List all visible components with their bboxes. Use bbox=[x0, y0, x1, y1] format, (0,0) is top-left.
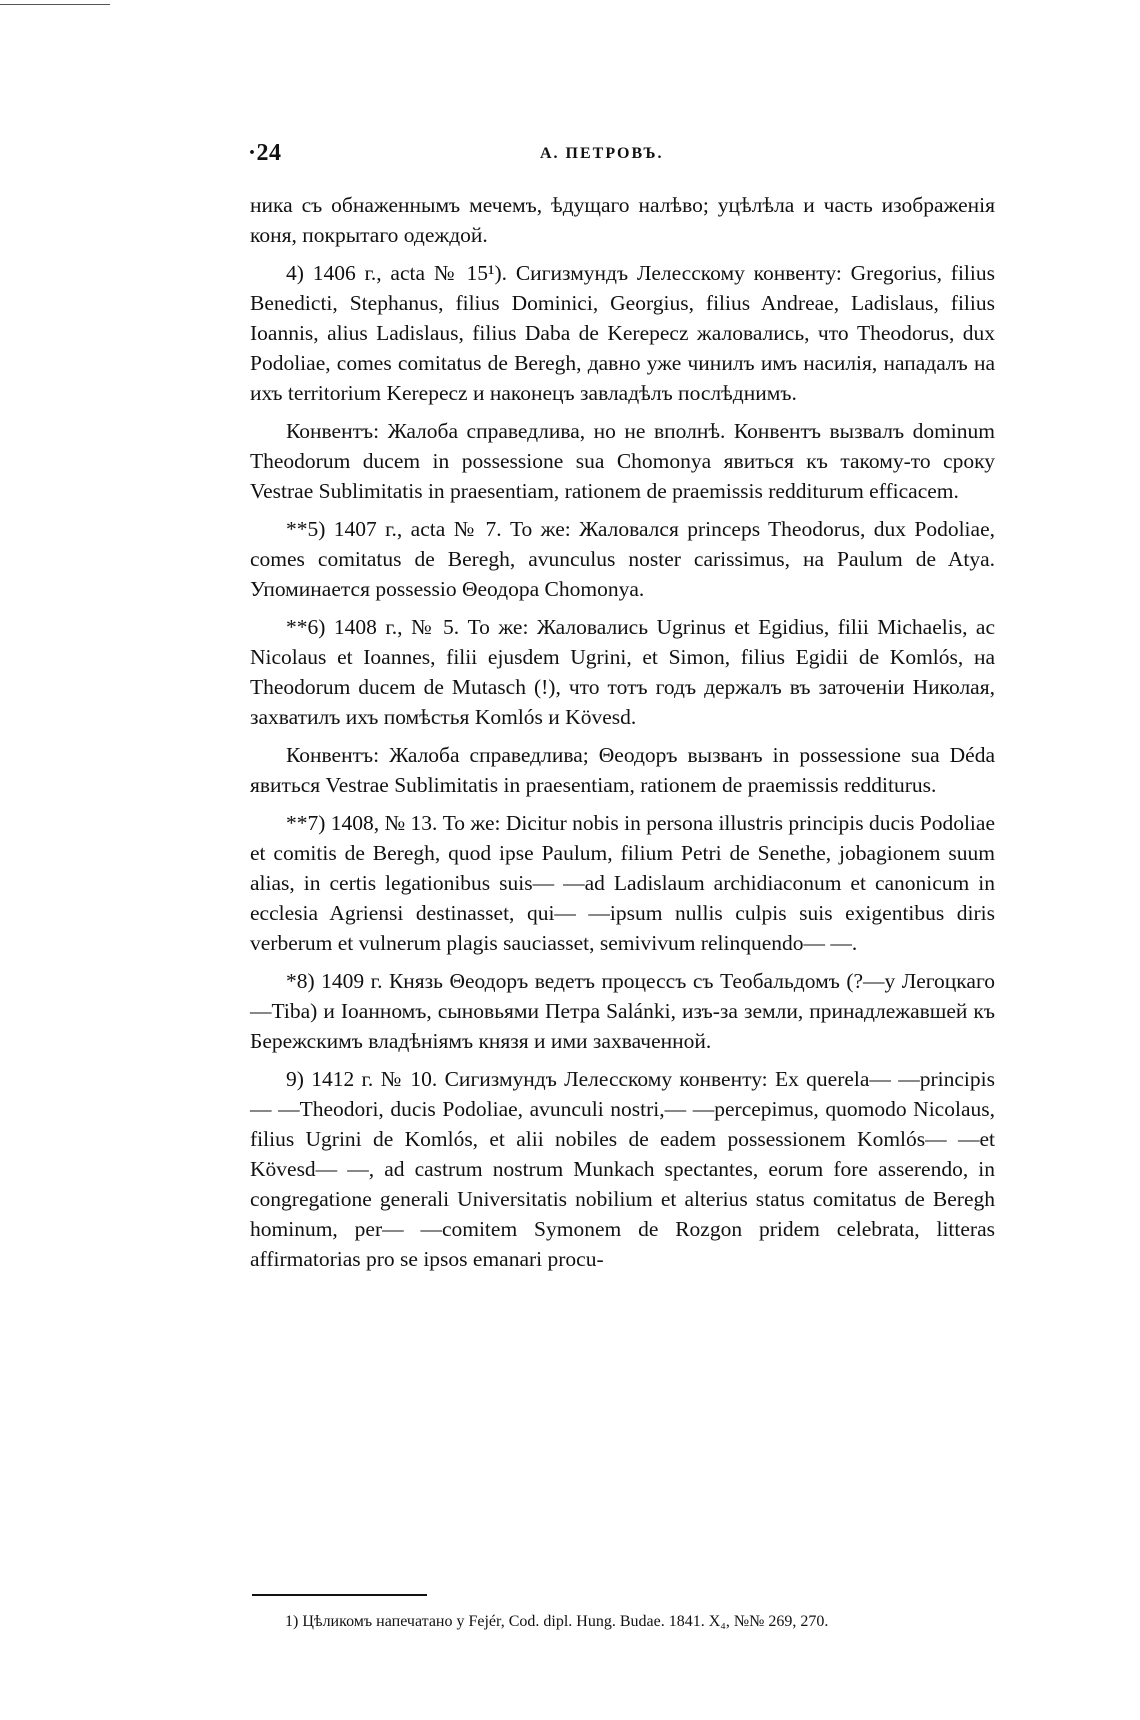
page-number: ·24 bbox=[248, 140, 282, 166]
paragraph-entry-7: **7) 1408, № 13. То же: Dicitur nobis in persona illustris principis ducis Podoliae et comitis de Beregh, quod ipse Paulum, filium Petri de Senethe, jobagionem suum alias, in certis legationibus suis— —ad Ladislaum archidiaconum et canonicum in ecclesia Agriensi destinasset, qui— —ipsum nullis culpis suis exigentibus diris verberum et vulnerum plagis sauciasset, semivivum relinquendo— —. bbox=[250, 811, 995, 955]
paragraph-convent-response-2: Конвентъ: Жалоба справедлива; Θеодоръ вызванъ in possessione sua Déda явиться Vestrae Sublimitatis in praesentiam, rationem de praemissis redditurus. bbox=[250, 743, 995, 797]
paragraph-continuation: ника съ обнаженнымъ мечемъ, ѣдущаго налѣво; уцѣлѣла и часть изображенія коня, покрытаго одеждой. bbox=[250, 193, 995, 247]
footnote-divider bbox=[252, 1594, 427, 1596]
body-text bbox=[250, 190, 995, 1282]
running-title: А. ПЕТРОВЪ. bbox=[540, 145, 664, 162]
paragraph-entry-9: 9) 1412 г. № 10. Сигизмундъ Лелесскому конвенту: Ex querela— —principis— —Theodori, ducis Podoliae, avunculi nostri,— —percepimus, quomodo Nicolaus, filius Ugrini de Komlós, et alii nobiles de eadem possessionem Komlós— —et Kövesd— —, ad castrum nostrum Munkach spectantes, eorum fore asserendo, in congregatione generali Universitatis nobilium et alterius status comitatus de Beregh hominum, per— —comitem Symonem de Rozgon pridem celebrata, litteras affirmatorias pro se ipsos emanari procu- bbox=[250, 1067, 995, 1271]
paragraph-convent-response-1: Конвентъ: Жалоба справедлива, но не вполнѣ. Конвентъ вызвалъ dominum Theodorum ducem in possessione sua Chomonya явиться къ такому-то сроку Vestrae Sublimitatis in praesentiam, rationem de praemissis redditurum efficacem. bbox=[250, 419, 995, 503]
footnote: 1) Цѣликомъ напечатано у Fejér, Cod. dipl. Hung. Budae. 1841. X₄, №№ 269, 270. bbox=[285, 1613, 829, 1630]
paragraph-entry-5: **5) 1407 г., acta № 7. То же: Жаловался princeps Theodorus, dux Podoliae, comes comitatus de Beregh, avunculus noster carissimus, на Paulum de Atya. Упоминается possessio Θеодора Chomonya. bbox=[250, 517, 995, 601]
paragraph-entry-4: 4) 1406 г., acta № 15¹). Сигизмундъ Лелесскому конвенту: Gregorius, filius Benedicti, Stephanus, filius Dominici, Georgius, filius Andreae, Ladislaus, filius Ioannis, alius Ladislaus, filius Daba de Kerepecz жаловались, что Theodorus, dux Podoliae, comes comitatus de Beregh, давно уже чинилъ имъ насилія, нападалъ на ихъ territorium Kerepecz и наконецъ завладѣлъ послѣднимъ. bbox=[250, 261, 995, 405]
paragraph-entry-6: **6) 1408 г., № 5. То же: Жаловались Ugrinus et Egidius, filii Michaelis, ac Nicolaus et Ioannes, filii ejusdem Ugrini, et Simon, filius Egidii de Komlós, на Theodorum ducem de Mutasch (!), что тотъ годъ держалъ въ заточеніи Николая, захватилъ ихъ помѣстья Komlós и Kövesd. bbox=[250, 615, 995, 729]
paragraph-entry-8: *8) 1409 г. Князь Θеодоръ ведетъ процессъ съ Теобальдомъ (?—у Легоцкаго—Tiba) и Іоанномъ, сыновьями Петра Salánki, изъ-за земли, принадлежавшей къ Бережскимъ владѣніямъ князя и ими захваченной. bbox=[250, 969, 995, 1053]
scan-edge-mark bbox=[0, 4, 110, 5]
